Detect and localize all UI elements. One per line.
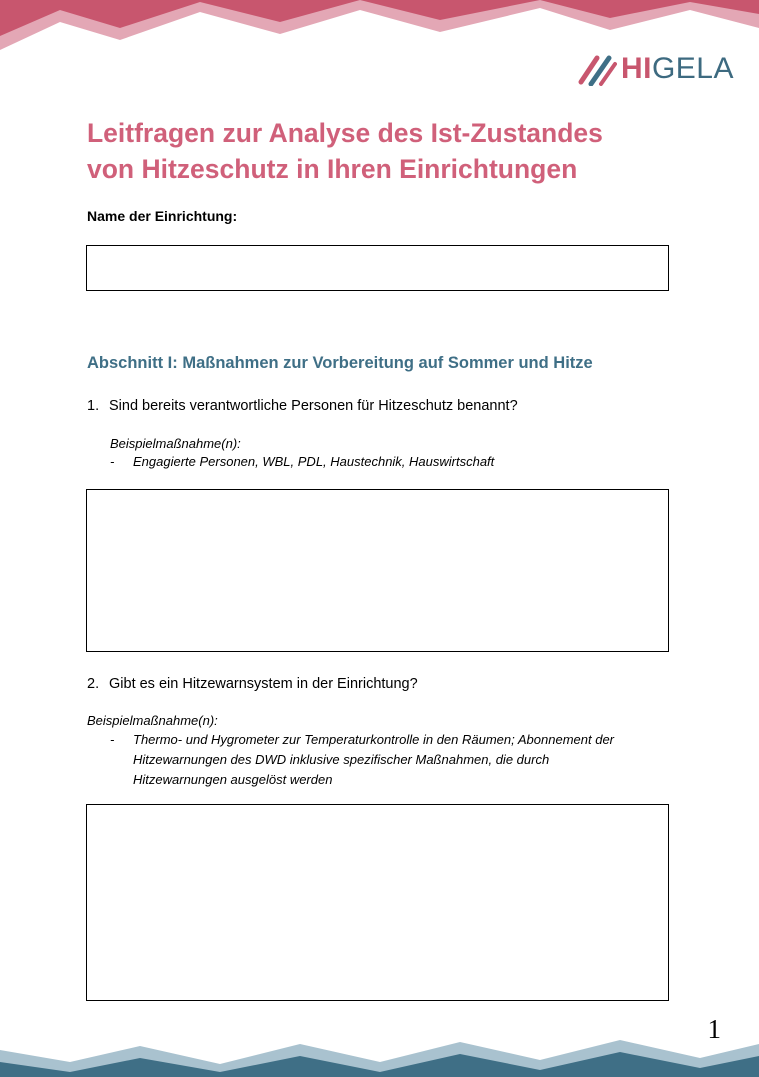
title-line-2: von Hitzeschutz in Ihren Einrichtungen xyxy=(87,154,578,184)
higela-stripes-icon xyxy=(577,52,617,86)
higela-logo xyxy=(577,52,734,86)
question-2-example-item xyxy=(110,730,690,790)
question-2-number: 2. xyxy=(87,676,100,692)
footer-wave-decoration xyxy=(0,1032,759,1077)
question-1 xyxy=(87,398,518,414)
question-2-example-line-3: Hitzewarnungen ausgelöst werden xyxy=(133,772,333,787)
question-2-answer-field[interactable] xyxy=(86,804,669,1001)
question-1-example-dash: - xyxy=(110,454,115,469)
question-2-example-line-2: Hitzewarnungen des DWD inklusive spezifischer Maßnahmen, die durch xyxy=(133,752,550,767)
page-title xyxy=(87,115,707,187)
question-1-text: Sind bereits verantwortliche Personen für Hitzeschutz benannt? xyxy=(109,398,518,414)
title-line-1: Leitfragen zur Analyse des Ist-Zustandes xyxy=(87,118,603,148)
facility-name-field[interactable] xyxy=(86,245,669,291)
question-1-number: 1. xyxy=(87,398,100,414)
question-2-example-dash: - xyxy=(110,732,115,747)
question-2 xyxy=(87,676,418,692)
question-2-example-label: Beispielmaßnahme(n): xyxy=(87,713,218,728)
facility-name-label: Name der Einrichtung: xyxy=(87,208,238,224)
logo-text: HIGELA xyxy=(620,52,734,85)
question-1-answer-field[interactable] xyxy=(86,489,669,652)
question-1-example-label: Beispielmaßnahme(n): xyxy=(110,436,241,451)
section-1-heading: Abschnitt I: Maßnahmen zur Vorbereitung auf Sommer und Hitze xyxy=(87,354,593,372)
question-1-example-item xyxy=(110,452,650,472)
question-1-example-text: Engagierte Personen, WBL, PDL, Haustechnik, Hauswirtschaft xyxy=(133,454,495,469)
page-number: 1 xyxy=(707,1014,721,1044)
question-2-text: Gibt es ein Hitzewarnsystem in der Einrichtung? xyxy=(109,676,418,692)
question-2-example-line-1: Thermo- und Hygrometer zur Temperaturkontrolle in den Räumen; Abonnement der xyxy=(133,732,614,747)
